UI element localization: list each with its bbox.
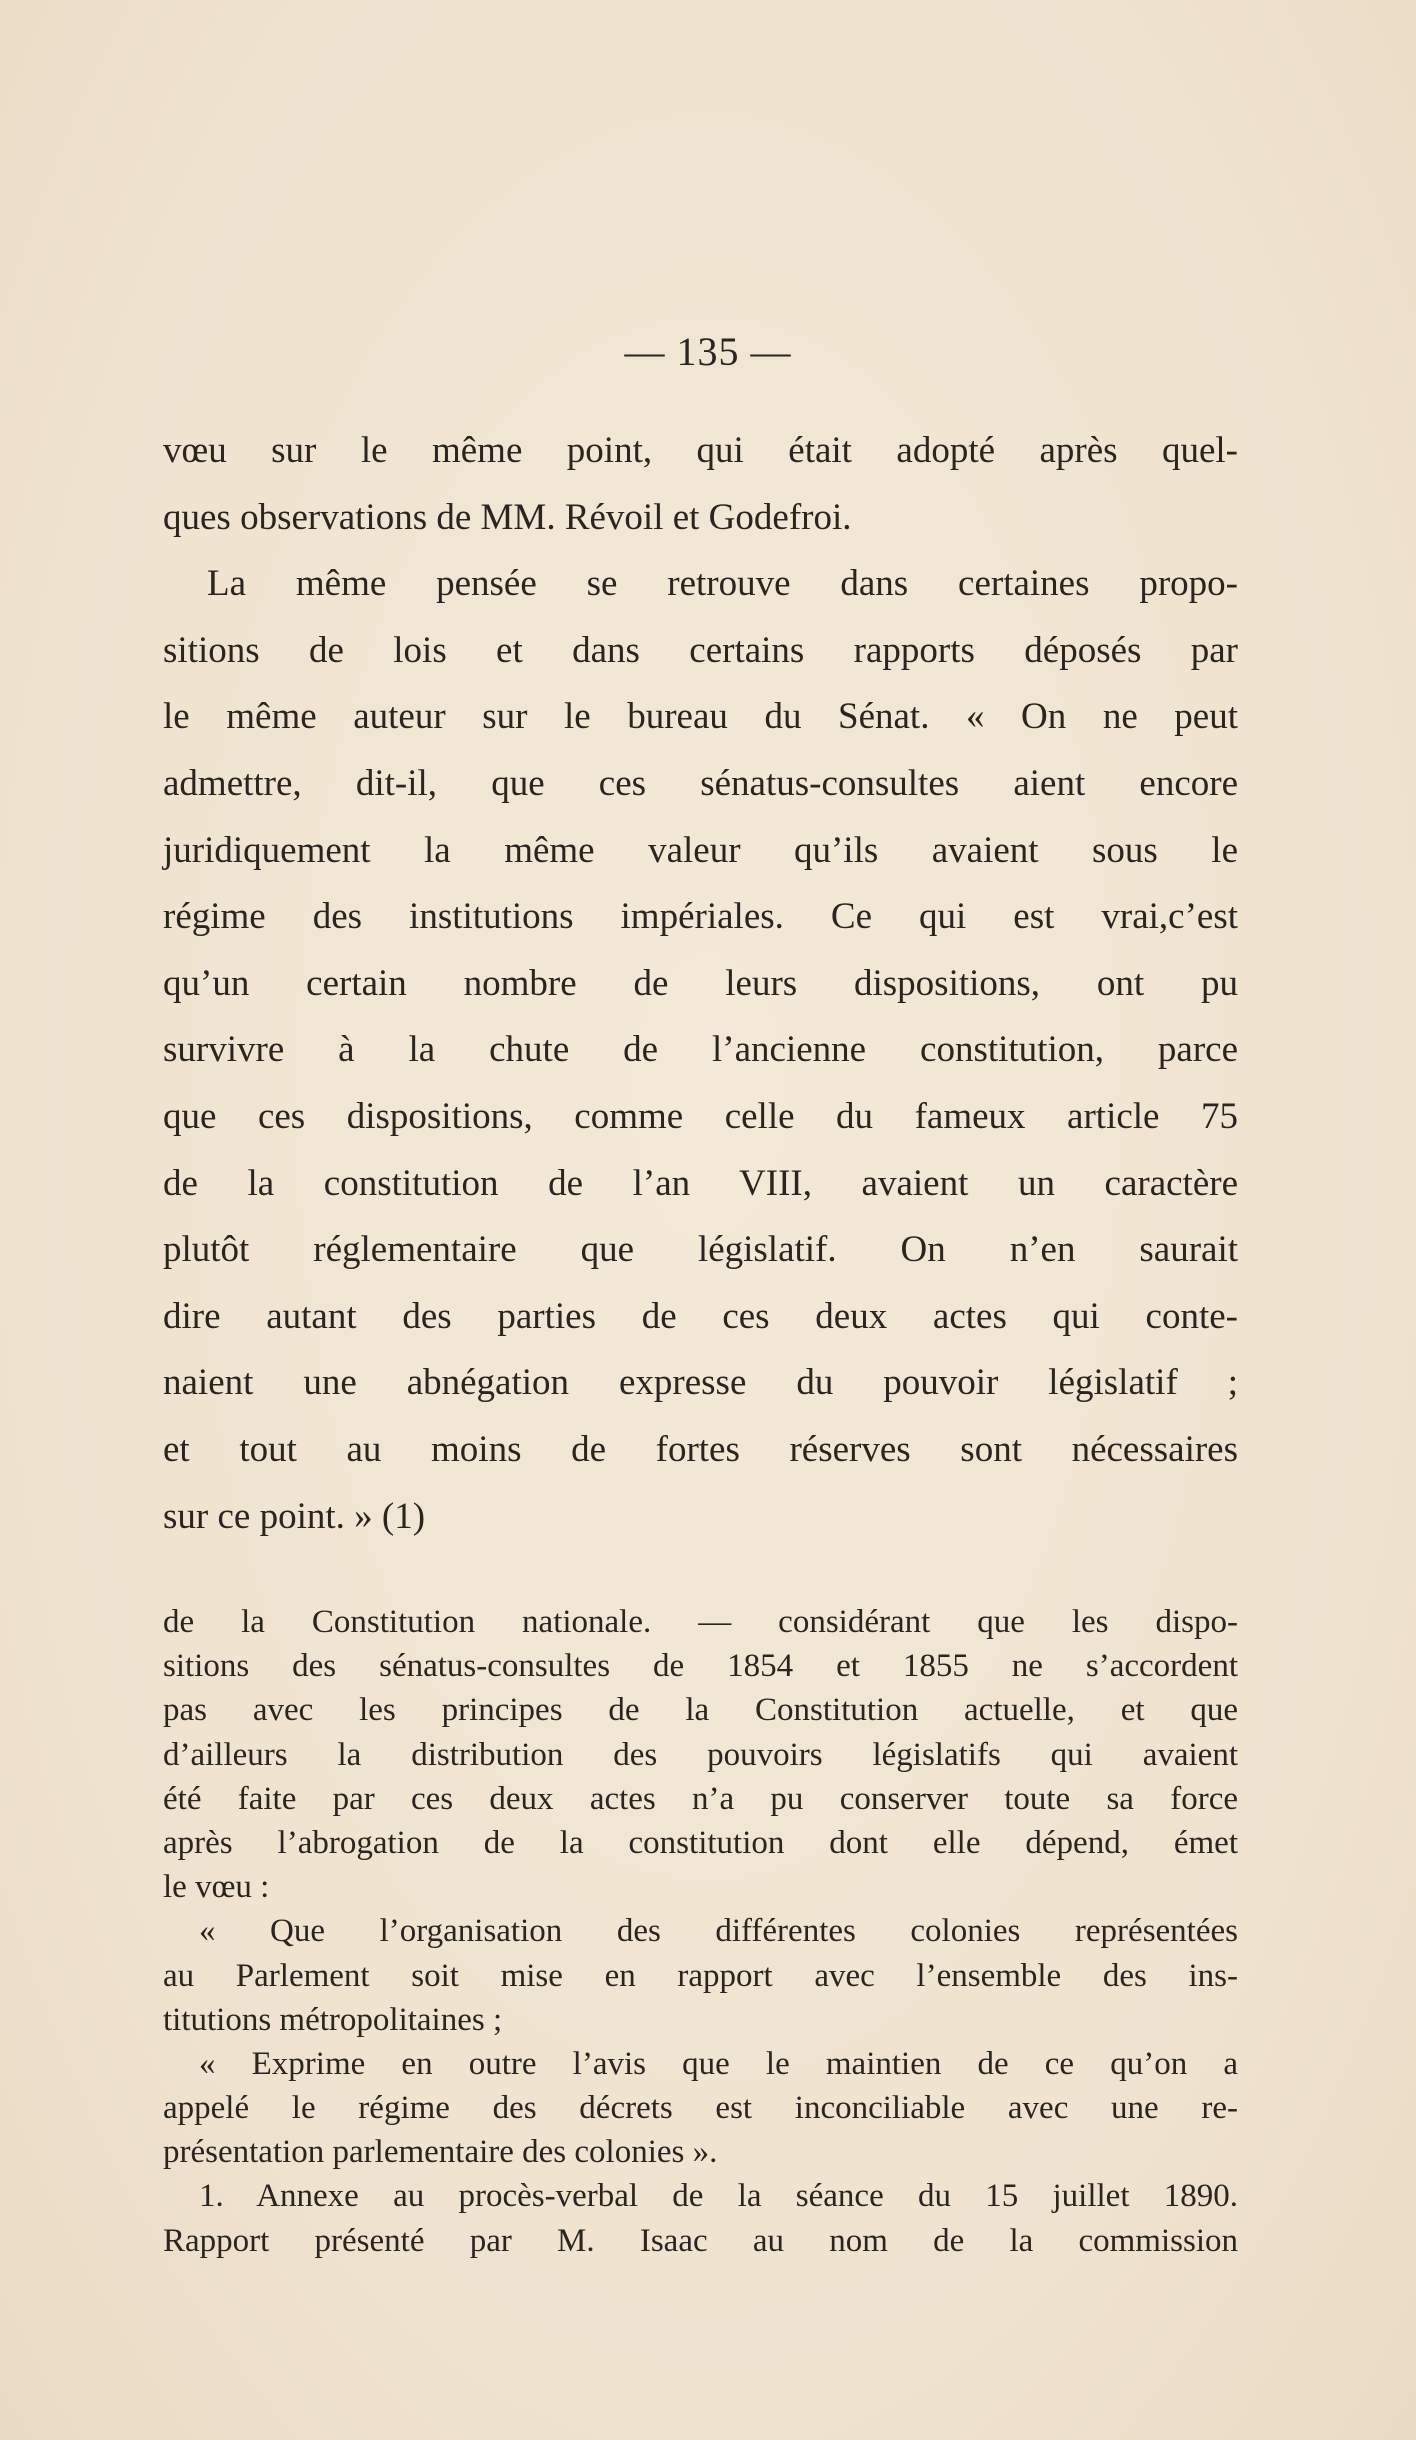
page-number: — 135 — <box>624 329 792 374</box>
body-line: sur ce point. » (1) <box>163 1495 426 1537</box>
body-line: naient une abnégation expresse du pouvoir législatif ; <box>163 1362 1238 1404</box>
footnote-line: « Exprime en outre l’avis que le maintien de ce qu’on a <box>199 2045 1238 2082</box>
footnote-line: présentation parlementaire des colonies ». <box>163 2134 718 2171</box>
footnote-line: d’ailleurs la distribution des pouvoirs législatifs qui avaient <box>163 1736 1238 1773</box>
body-line: le même auteur sur le bureau du Sénat. « On ne peut <box>163 696 1238 738</box>
body-line: La même pensée se retrouve dans certaines propo- <box>207 563 1238 605</box>
footnote-line: 1. Annexe au procès-verbal de la séance du 15 juillet 1890. <box>199 2178 1238 2215</box>
body-line: admettre, dit-il, que ces sénatus-consultes aient encore <box>163 762 1238 804</box>
footnote-line: de la Constitution nationale. — considérant que les dispo- <box>163 1604 1238 1640</box>
body-line: plutôt réglementaire que législatif. On n’en saurait <box>163 1229 1238 1271</box>
footnote-line: Rapport présenté par M. Isaac au nom de la commission <box>163 2222 1238 2259</box>
footnote-line: le vœu : <box>163 1869 270 1906</box>
body-line: juridiquement la même valeur qu’ils avaient sous le <box>163 829 1238 871</box>
footnote-text <box>163 1600 1238 2263</box>
body-line: que ces dispositions, comme celle du fameux article 75 <box>163 1095 1238 1137</box>
footnote-line: « Que l’organisation des différentes colonies représentées <box>199 1913 1238 1950</box>
footnote-line: titutions métropolitaines ; <box>163 2001 503 2038</box>
body-line: ques observations de MM. Révoil et Godefroi. <box>163 496 852 538</box>
body-text <box>163 418 1238 1550</box>
footnote-line: au Parlement soit mise en rapport avec l’ensemble des ins- <box>163 1957 1238 1994</box>
body-line: dire autant des parties de ces deux actes qui conte- <box>163 1295 1238 1337</box>
body-line: qu’un certain nombre de leurs dispositions, ont pu <box>163 962 1238 1004</box>
footnote-line: sitions des sénatus-consultes de 1854 et 1855 ne s’accordent <box>163 1648 1238 1685</box>
body-line: de la constitution de l’an VIII, avaient un caractère <box>163 1162 1238 1204</box>
footnote-line: après l’abrogation de la constitution dont elle dépend, émet <box>163 1824 1238 1861</box>
body-line: et tout au moins de fortes réserves sont nécessaires <box>163 1428 1238 1470</box>
body-line: survivre à la chute de l’ancienne constitution, parce <box>163 1029 1238 1071</box>
footnote-line: appelé le régime des décrets est inconciliable avec une re- <box>163 2090 1238 2127</box>
body-line: vœu sur le même point, qui était adopté après quel- <box>163 430 1238 471</box>
footnote-line: pas avec les principes de la Constitution actuelle, et que <box>163 1692 1238 1729</box>
footnote-line: été faite par ces deux actes n’a pu conserver toute sa force <box>163 1780 1238 1817</box>
body-line: sitions de lois et dans certains rapports déposés par <box>163 629 1238 671</box>
body-line: régime des institutions impériales. Ce qui est vrai,c’est <box>163 896 1238 938</box>
